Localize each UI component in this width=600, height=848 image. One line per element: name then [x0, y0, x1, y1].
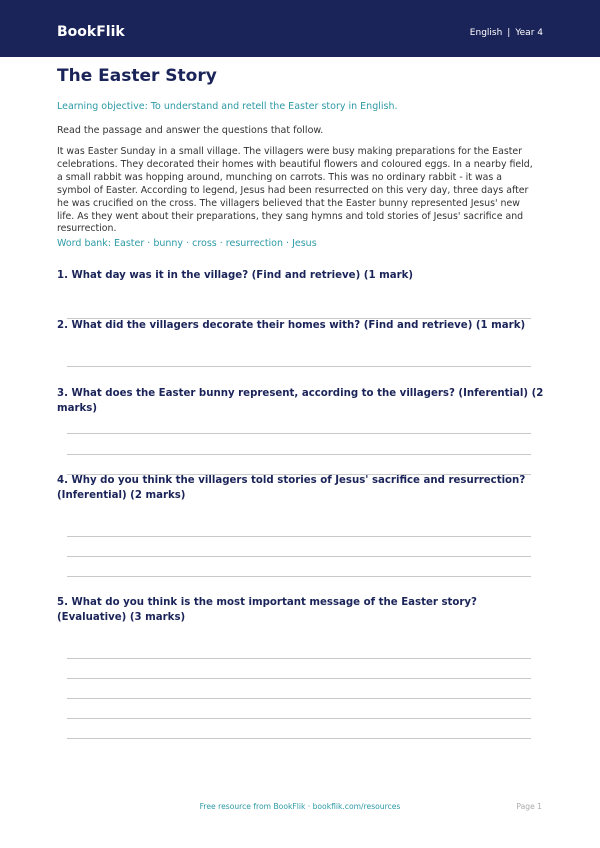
brand-logo-text: BookFlik	[57, 24, 125, 40]
instructions: Read the passage and answer the questions that follow.	[57, 125, 324, 136]
reading-passage: It was Easter Sunday in a small village. The villagers were busy making preparations for the Easter celebrations. They decorated their homes with beautiful flowers and coloured eggs. In a nearby field, a small rabbit was hopping around, munching on carrots. This was no ordinary rabbit - it was a symbol of Easter. According to legend, Jesus had been resurrected on this very day, three days after he was crucified on the cross. The villagers believed that the Easter bunny represented Jesus' new life. As they went about their preparations, they sang hymns and told stories of Jesus' sacrifice and resurrection.	[57, 146, 533, 235]
answer-line[interactable]	[67, 433, 531, 434]
question-2: 2. What did the villagers decorate their homes with? (Find and retrieve) (1 mark)	[57, 320, 526, 331]
question-1: 1. What day was it in the village? (Find and retrieve) (1 mark)	[57, 270, 414, 281]
question-4: 4. Why do you think the villagers told stories of Jesus' sacrifice and resurrection? (Inferential) (2 marks)	[57, 475, 526, 501]
answer-line[interactable]	[67, 536, 531, 537]
word-bank: Word bank: Easter · bunny · cross · resurrection · Jesus	[57, 238, 317, 249]
answer-line[interactable]	[67, 698, 531, 699]
page-title: The Easter Story	[57, 66, 217, 86]
answer-line[interactable]	[67, 658, 531, 659]
answer-line[interactable]	[67, 738, 531, 739]
learning-objective: Learning objective: To understand and retell the Easter story in English.	[57, 101, 398, 112]
header-meta	[470, 27, 543, 39]
question-3: 3. What does the Easter bunny represent, according to the villagers? (Inferential) (2 marks)	[57, 388, 544, 414]
answer-line[interactable]	[67, 556, 531, 557]
answer-line[interactable]	[67, 366, 531, 367]
question-5: 5. What do you think is the most important message of the Easter story? (Evaluative) (3 marks)	[57, 597, 477, 623]
page-number: Page 1	[516, 802, 542, 811]
answer-line[interactable]	[67, 718, 531, 719]
answer-line[interactable]	[67, 454, 531, 455]
footer-credit: Free resource from BookFlik · bookflik.com/resources	[199, 802, 401, 811]
answer-line[interactable]	[67, 678, 531, 679]
header-bar	[0, 0, 600, 57]
answer-line[interactable]	[67, 576, 531, 577]
year-label: Year 4	[515, 28, 543, 38]
meta-separator: |	[507, 28, 511, 38]
subject-label: English	[469, 28, 503, 38]
